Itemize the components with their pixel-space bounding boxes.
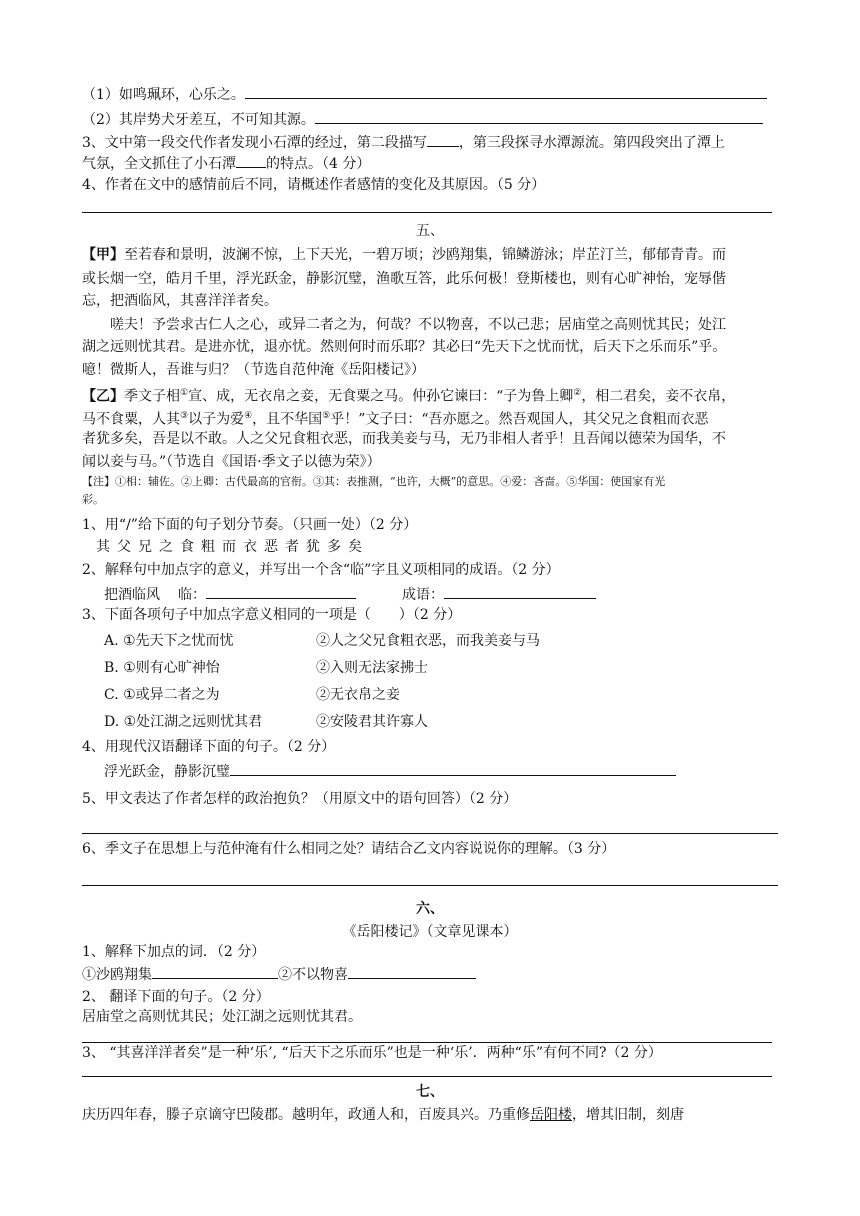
section-6-title: 《岳阳楼记》（文章见课本） <box>342 924 518 940</box>
section-5-heading: 五、 <box>416 223 444 239</box>
answer-blank[interactable] <box>427 132 459 147</box>
passage-text: 宣、成，无衣帛之妾，无食粟之马。仲孙它谏曰：“子为鲁上卿 <box>188 388 574 405</box>
option-b-2[interactable]: ②入则无法家拂士 <box>316 660 428 676</box>
sec6-question-2-sentence: 居庙堂之高则忧其民；处江湖之远则忧其君。 <box>82 1009 362 1025</box>
footnote-mark: ① <box>180 388 189 398</box>
option-a-2[interactable]: ②人之父兄食粗衣恶，而我美妾与马 <box>316 633 540 649</box>
passage-jia-line: 或长烟一空，皓月千里，浮光跃金，静影沉璧，渔歌互答，此乐何极！登斯楼也，则有心旷神怡，宠辱偕 <box>82 271 726 287</box>
question-text: （2）其岸势犬牙差互，不可知其源。 <box>82 112 315 128</box>
sec5-question-1: 1、用“/”给下面的句子划分节奏。（只画一处）（2 分） <box>82 517 418 533</box>
question-text: ，第三段探寻水潭源流。第四段突出了潭上 <box>458 135 725 151</box>
option-c-1[interactable]: C. ①或异二者之为 <box>104 687 220 703</box>
section-7-heading: 七、 <box>416 1084 444 1100</box>
rhythm-sentence[interactable]: 其父兄之食粗而衣恶者犹多矣 <box>96 539 369 555</box>
sec5-question-6: 6、季文子在思想上与范仲淹有什么相同之处？请结合乙文内容说说你的理解。（3 分） <box>82 841 616 857</box>
passage-jia-line: 忘，把酒临风，其喜洋洋者矣。 <box>82 293 278 309</box>
sec5-question-2: 2、解释句中加点字的意义，并写出一个含“临”字且义项相同的成语。（2 分） <box>82 562 560 578</box>
question-text: 的特点。（4 分） <box>266 156 371 172</box>
phrase: 把酒临风 <box>104 587 160 603</box>
option-c-2[interactable]: ②无衣帛之妾 <box>316 687 400 703</box>
question-3-cont <box>82 153 370 173</box>
option-d-1[interactable]: D. ①处江湖之远则忧其君 <box>104 714 263 730</box>
label: 成语： <box>402 587 444 603</box>
answer-blank[interactable] <box>245 84 767 99</box>
label: 临： <box>178 587 206 603</box>
passage-yi-line: 者犹多矣，吾是以不敢。人之父兄食粗衣恶，而我美妾与马，无乃非相人者乎！且吾闻以德荣为国华，不 <box>82 431 726 447</box>
notes-line: 彩。 <box>82 493 104 506</box>
question-text: 3、文中第一段交代作者发现小石潭的经过，第二段描写 <box>82 135 427 151</box>
question-text: （1）如鸣珮环，心乐之。 <box>82 87 245 103</box>
sec5-question-5: 5、甲文表达了作者怎样的政治抱负？（用原文中的语句回答）（2 分） <box>82 791 518 807</box>
footnote-mark: ④ <box>244 411 253 421</box>
passage-tag: 【甲】 <box>82 247 124 263</box>
sec5-question-2-answer <box>104 584 596 604</box>
answer-line[interactable] <box>82 212 772 213</box>
passage-yi-line: 闻以妾与马。”（节选自《国语·季文子以德为荣》） <box>82 454 381 470</box>
answer-blank[interactable] <box>444 584 596 599</box>
passage-text: 至若春和景明，波澜不惊，上下天光，一碧万顷；沙鸥翔集，锦鳞游泳；岸芷汀兰，郁郁青青。而 <box>124 247 726 263</box>
passage-jia-line: 噫！微斯人，吾谁与归？（节选自范仲淹《岳阳楼记》） <box>82 362 425 378</box>
word-item: ②不以物喜 <box>278 967 348 983</box>
question-4: 4、作者在文中的感情前后不同，请概述作者感情的变化及其原因。（5 分） <box>82 177 546 193</box>
sec6-question-1: 1、解释下加点的词．（2 分） <box>82 944 266 960</box>
option-b-1[interactable]: B. ①则有心旷神怡 <box>104 660 220 676</box>
sec5-question-4: 4、用现代汉语翻译下面的句子。（2 分） <box>82 739 336 755</box>
question-1-1 <box>82 84 767 104</box>
section-6-heading: 六、 <box>416 901 444 917</box>
sec5-question-4-answer <box>104 761 676 781</box>
passage-yi-line <box>82 407 709 429</box>
passage-text: 庆历四年春，滕子京谪守巴陵郡。越明年，政通人和，百废具兴。乃重修 <box>82 1107 530 1123</box>
passage-jia-line <box>82 246 726 264</box>
passage-7-line <box>82 1106 684 1124</box>
notes-line: 【注】①相：辅佐。②上卿：古代最高的官衔。③其：表推测，“也许，大概”的意思。④爱：吝啬。⑤华国：使国家有光 <box>82 475 666 488</box>
answer-blank[interactable] <box>315 109 763 124</box>
answer-blank[interactable] <box>230 761 676 776</box>
sec6-question-2: 2、 翻译下面的句子。（2 分） <box>82 989 270 1005</box>
question-3 <box>82 132 725 152</box>
footnote-mark: ⑤ <box>322 411 331 421</box>
passage-text: 季文子相 <box>124 388 180 405</box>
passage-text: 乎！”文子曰：“吾亦愿之。然吾观国人，其父兄之食粗而衣恶 <box>330 411 709 428</box>
sec6-question-3: 3、 “其喜洋洋者矣”是一种‘乐’, “后天下之乐而乐”也是一种‘乐’．两种“乐”有何不同?（2 分） <box>82 1045 662 1061</box>
answer-line[interactable] <box>82 833 778 834</box>
answer-line[interactable] <box>82 1042 772 1043</box>
passage-text: ，增其旧制，刻唐 <box>572 1107 684 1123</box>
answer-blank[interactable] <box>206 584 356 599</box>
question-1-2 <box>82 109 763 129</box>
word-item: ①沙鸥翔集 <box>82 967 152 983</box>
passage-jia-line: 湖之远则忧其君。是进亦忧，退亦忧。然则何时而乐耶？其必曰“先天下之忧而忧，后天下之乐而乐”乎。 <box>82 339 727 355</box>
passage-tag: 【乙】 <box>82 388 124 405</box>
question-text: 气氛，全文抓住了小石潭 <box>82 156 236 172</box>
option-d-2[interactable]: ②安陵君其许寡人 <box>316 714 428 730</box>
passage-text: ，相二君矣，妾不衣帛， <box>581 388 736 405</box>
footnote-mark: ③ <box>180 411 189 421</box>
passage-text: 马不食粟，人其 <box>82 411 180 428</box>
answer-blank[interactable] <box>152 964 278 979</box>
answer-line[interactable] <box>82 885 778 886</box>
footnote-mark: ② <box>573 388 582 398</box>
option-a-1[interactable]: A. ①先天下之忧而忧 <box>104 633 234 649</box>
passage-text: 以子为爱 <box>188 411 245 428</box>
phrase: 浮光跃金，静影沉璧 <box>104 764 230 780</box>
answer-blank[interactable] <box>348 964 476 979</box>
underlined-term: 岳阳楼 <box>530 1107 572 1123</box>
passage-yi-line <box>82 384 735 406</box>
answer-blank[interactable] <box>236 153 266 168</box>
sec5-question-3: 3、下面各项句子中加点字意义相同的一项是（ ）（2 分） <box>82 607 462 623</box>
answer-line[interactable] <box>82 1076 772 1077</box>
sec6-question-1-items <box>82 964 476 984</box>
passage-jia-line: 嗟夫！予尝求古仁人之心，或异二者之为，何哉？不以物喜，不以己悲；居庙堂之高则忧其民；处江 <box>110 317 726 333</box>
passage-text: ，且不华国 <box>252 411 323 428</box>
